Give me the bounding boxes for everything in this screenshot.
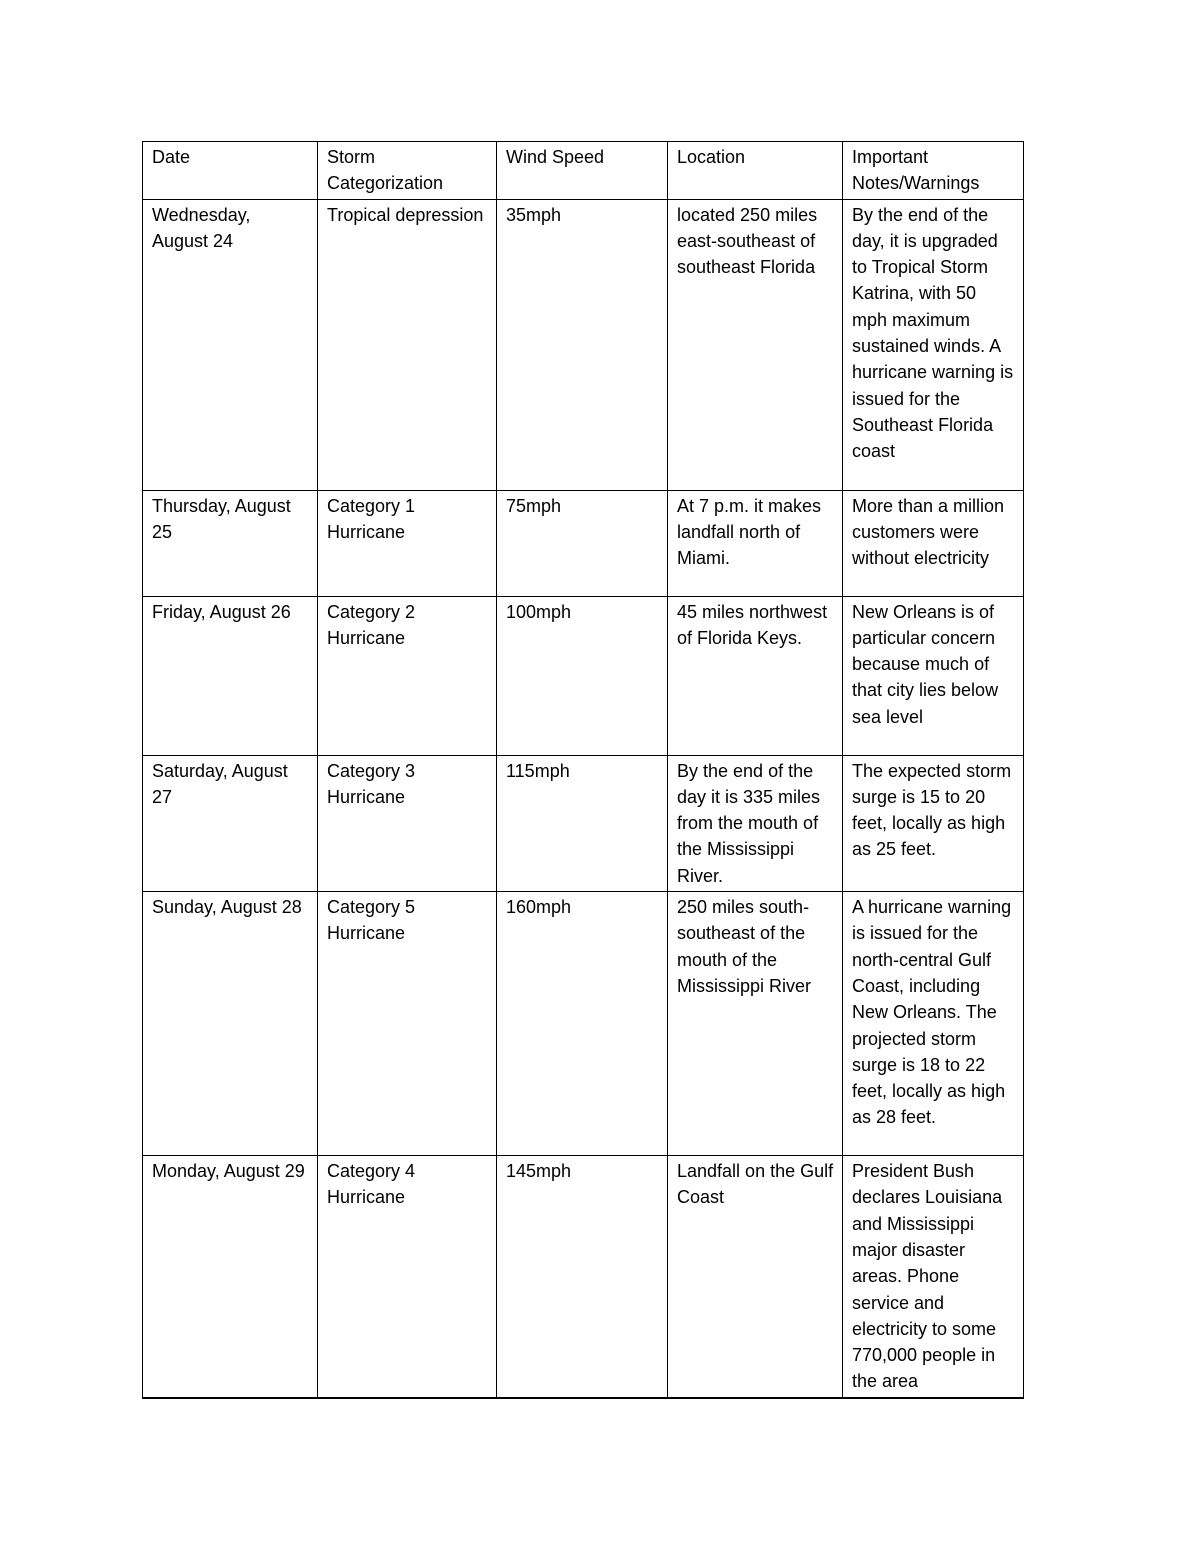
header-date: Date — [143, 142, 318, 200]
table-row — [143, 892, 1024, 1156]
cell-date: Saturday, August 27 — [143, 755, 318, 891]
table-row — [143, 199, 1024, 490]
cell-wind-speed: 75mph — [497, 490, 668, 596]
cell-location: 250 miles south-southeast of the mouth of the Mississippi River — [668, 892, 843, 1156]
cell-notes: President Bush declares Louisiana and Mississippi major disaster areas. Phone service and electricity to some 770,000 people in the area — [843, 1156, 1024, 1398]
cell-date: Sunday, August 28 — [143, 892, 318, 1156]
table-header-row — [143, 142, 1024, 200]
table-row — [143, 490, 1024, 596]
cell-notes: More than a million customers were without electricity — [843, 490, 1024, 596]
cell-category: Category 1 Hurricane — [318, 490, 497, 596]
cell-date: Friday, August 26 — [143, 596, 318, 755]
header-location: Location — [668, 142, 843, 200]
cell-category: Category 5 Hurricane — [318, 892, 497, 1156]
cell-wind-speed: 145mph — [497, 1156, 668, 1398]
table-row — [143, 1156, 1024, 1398]
cell-location: Landfall on the Gulf Coast — [668, 1156, 843, 1398]
header-important-notes: Important Notes/Warnings — [843, 142, 1024, 200]
hurricane-timeline-table — [142, 141, 1024, 1399]
table-row — [143, 755, 1024, 891]
cell-category: Category 4 Hurricane — [318, 1156, 497, 1398]
cell-wind-speed: 35mph — [497, 199, 668, 490]
cell-location: At 7 p.m. it makes landfall north of Miami. — [668, 490, 843, 596]
cell-category: Tropical depression — [318, 199, 497, 490]
cell-date: Wednesday, August 24 — [143, 199, 318, 490]
cell-wind-speed: 115mph — [497, 755, 668, 891]
cell-location: By the end of the day it is 335 miles from the mouth of the Mississippi River. — [668, 755, 843, 891]
cell-wind-speed: 100mph — [497, 596, 668, 755]
table-row — [143, 596, 1024, 755]
cell-wind-speed: 160mph — [497, 892, 668, 1156]
cell-notes: New Orleans is of particular concern because much of that city lies below sea level — [843, 596, 1024, 755]
cell-notes: A hurricane warning is issued for the north-central Gulf Coast, including New Orleans. The projected storm surge is 18 to 22 feet, locally as high as 28 feet. — [843, 892, 1024, 1156]
cell-category: Category 3 Hurricane — [318, 755, 497, 891]
cell-category: Category 2 Hurricane — [318, 596, 497, 755]
cell-notes: By the end of the day, it is upgraded to Tropical Storm Katrina, with 50 mph maximum sustained winds. A hurricane warning is issued for the Southeast Florida coast — [843, 199, 1024, 490]
cell-location: 45 miles northwest of Florida Keys. — [668, 596, 843, 755]
cell-notes: The expected storm surge is 15 to 20 feet, locally as high as 25 feet. — [843, 755, 1024, 891]
header-storm-categorization: Storm Categorization — [318, 142, 497, 200]
cell-location: located 250 miles east-southeast of southeast Florida — [668, 199, 843, 490]
header-wind-speed: Wind Speed — [497, 142, 668, 200]
cell-date: Monday, August 29 — [143, 1156, 318, 1398]
cell-date: Thursday, August 25 — [143, 490, 318, 596]
